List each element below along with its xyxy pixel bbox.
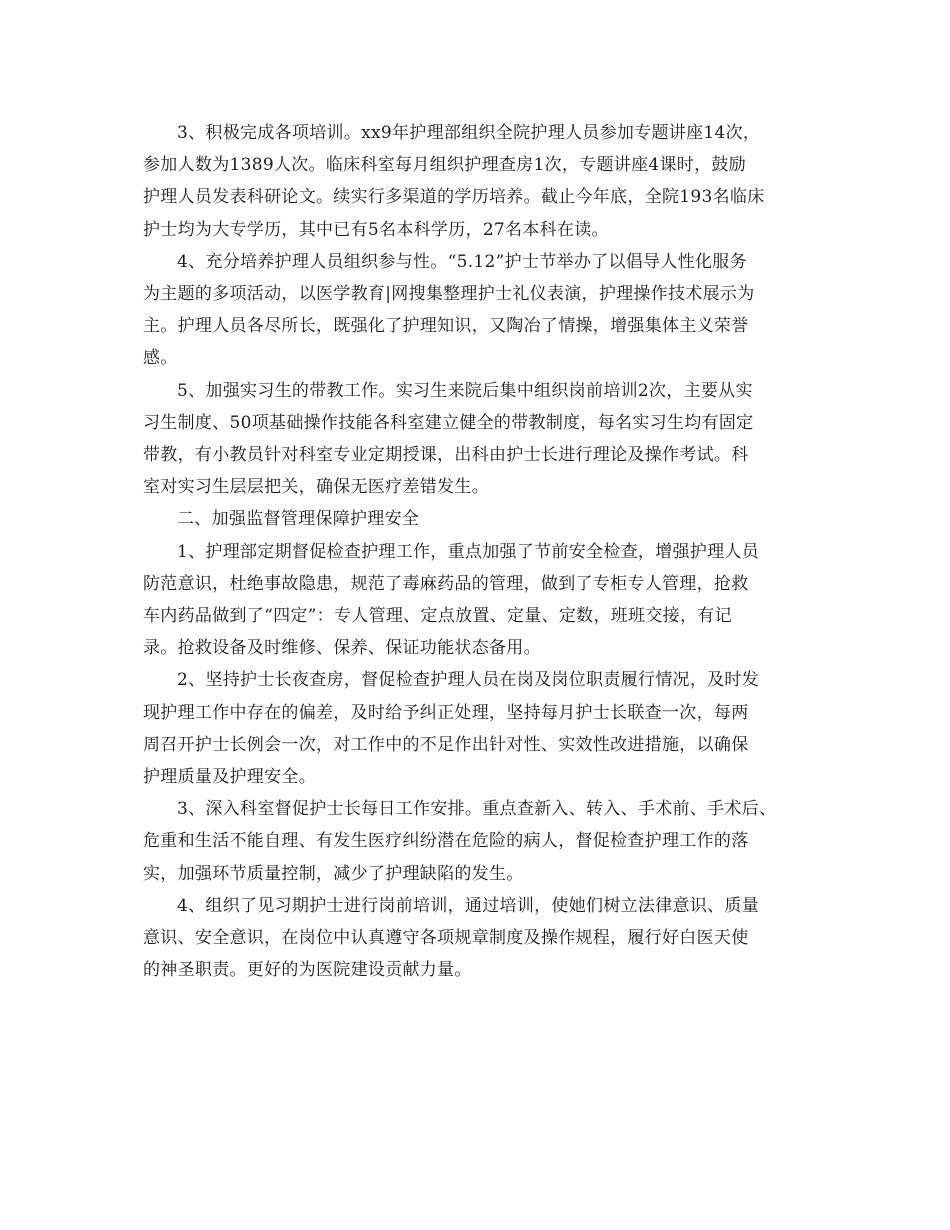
text-line: 危重和生活不能自理、有发生医疗纠纷潜在危险的病人，督促检查护理工作的落 [143,831,749,852]
paragraph-training [143,117,813,246]
text-line: 习生制度、50项基础操作技能各科室建立健全的带教制度，每名实习生均有固定 [143,412,754,433]
text-line: 为主题的多项活动，以医学教育|网搜集整理护士礼仪表演，护理操作技术展示为 [143,284,755,305]
text-line: 护理质量及护理安全。 [143,767,316,788]
text-line: 护士均为大专学历，其中已有5名本科学历，27名本科在读。 [143,219,609,240]
text-line: 的神圣职责。更好的为医院建设贡献力量。 [143,960,472,981]
paragraph-inspection [143,536,813,665]
text-line: 4、充分培养护理人员组织参与性。“5.12”护士节举办了以倡导人性化服务 [177,251,747,272]
text-line: 4、组织了见习期护士进行岗前培训，通过培训，使她们树立法律意识、质量 [177,895,760,916]
text-line: 周召开护士长例会一次，对工作中的不足作出针对性、实效性改进措施，以确保 [143,734,749,755]
text-line: 3、深入科室督促护士长每日工作安排。重点查新入、转入、手术前、手术后、 [177,799,777,820]
document-body [143,117,813,986]
paragraph-night-rounds [143,664,813,793]
text-line: 参加人数为1389人次。临床科室每月组织护理查房1次，专题讲座4课时，鼓励 [143,155,746,176]
text-line: 意识、安全意识，在岗位中认真遵守各项规章制度及操作规程，履行好白医天使 [143,928,749,949]
text-line: 感。 [143,348,178,369]
text-line: 录。抢救设备及时维修、保养、保证功能状态备用。 [143,638,541,659]
text-line: 3、积极完成各项培训。xx9年护理部组织全院护理人员参加专题讲座14次， [177,123,761,143]
text-line: 车内药品做到了“四定”：专人管理、定点放置、定量、定数，班班交接，有记 [143,606,732,627]
section-heading: 二、加强监督管理保障护理安全 [177,509,420,530]
section-heading-safety [143,503,813,535]
text-line: 主。护理人员各尽所长，既强化了护理知识，又陶冶了情操，增强集体主义荣誉 [143,316,749,337]
text-line: 5、加强实习生的带教工作。实习生来院后集中组织岗前培训2次，主要从实 [177,380,753,401]
text-line: 防范意识，杜绝事故隐患，规范了毒麻药品的管理，做到了专柜专人管理，抢救 [143,573,749,594]
text-line: 实，加强环节质量控制，减少了护理缺陷的发生。 [143,863,524,884]
text-line: 2、坚持护士长夜查房，督促检查护理人员在岗及岗位职责履行情况，及时发 [177,670,760,691]
text-line: 室对实习生层层把关，确保无医疗差错发生。 [143,477,489,498]
text-line: 护理人员发表科研论文。续实行多渠道的学历培养。截止今年底，全院193名临床 [143,187,765,208]
paragraph-daily-supervision [143,793,813,890]
paragraph-probation-training [143,890,813,987]
text-line: 带教，有小教员针对科室专业定期授课，出科由护士长进行理论及操作考试。科 [143,445,749,466]
text-line: 现护理工作中存在的偏差，及时给予纠正处理，坚持每月护士长联查一次，每两 [143,702,749,723]
paragraph-participation [143,246,813,375]
paragraph-interns [143,375,813,504]
text-line: 1、护理部定期督促检查护理工作，重点加强了节前安全检查，增强护理人员 [177,541,760,562]
